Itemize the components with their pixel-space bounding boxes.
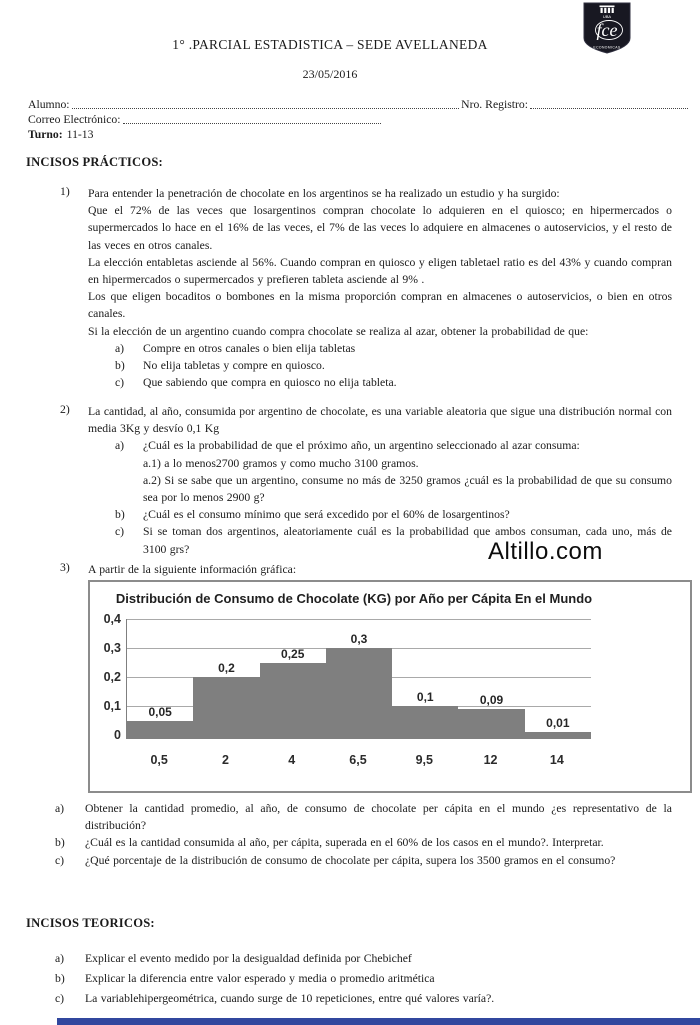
- chart-plot: [103, 612, 591, 742]
- marker: c): [55, 853, 65, 867]
- text: Compre en otros canales o bien elija tabletas: [143, 341, 356, 355]
- question-2a: [88, 437, 672, 454]
- x-axis-tick: 14: [549, 753, 564, 767]
- chart-title: Distribución de Consumo de Chocolate (KG) por Año per Cápita En el Mundo: [115, 591, 593, 606]
- question-1-intro: Para entender la penetración de chocolate en los argentinos se ha realizado un estudio y ha surgido:: [88, 187, 560, 200]
- chart-questions: [28, 800, 672, 869]
- theoretical-question-b: [28, 970, 672, 987]
- theoretical-question-c: [28, 990, 672, 1007]
- histogram-bar: [193, 677, 259, 735]
- bar-cell: [326, 619, 392, 735]
- x-axis-tick: 2: [221, 753, 229, 767]
- marker: b): [55, 972, 65, 985]
- marker: b): [55, 836, 65, 850]
- y-axis-tick: 0,3: [103, 641, 121, 655]
- marker: c): [115, 376, 125, 390]
- bar-value-label: 0,1: [416, 690, 434, 704]
- document-title: 1° .PARCIAL ESTADISTICA – SEDE AVELLANEDA: [172, 37, 488, 52]
- text: La variablehipergeométrica, cuando surge de 10 repeticiones, entre qué valores varía?.: [85, 992, 495, 1005]
- marker: b): [115, 359, 125, 373]
- histogram-bar: [326, 648, 392, 735]
- chocolate-distribution-chart: [88, 580, 692, 793]
- y-axis-tick: 0,4: [103, 612, 121, 626]
- bottom-blue-bar: [57, 1018, 700, 1025]
- bar-value-label: 0,09: [479, 692, 504, 707]
- question-1c: [88, 374, 672, 391]
- student-label: Alumno:: [28, 98, 70, 111]
- histogram-bar: [260, 663, 326, 736]
- question-3-marker: 3): [60, 561, 70, 574]
- marker: c): [55, 992, 65, 1005]
- x-axis-tick: 12: [483, 753, 498, 767]
- document-date: 23/05/2016: [302, 67, 358, 81]
- chart-bars: [127, 619, 591, 735]
- bar-cell: [193, 619, 259, 735]
- student-field-row: [28, 97, 690, 112]
- question-1-paragraph: Los que eligen bocaditos o bombones en la misma proporción compran en almacenes o autoservicios, o bien en otros canales.: [88, 290, 672, 321]
- question-1-paragraph: Si la elección de un argentino cuando compra chocolate se realiza al azar, obtener la probabilidad de que:: [88, 324, 589, 338]
- text: ¿Qué porcentaje de la distribución de consumo de chocolate per cápita, supera los 3500 gramos en el consumo?: [85, 853, 616, 867]
- marker: a): [55, 952, 65, 965]
- text: Obtener la cantidad promedio, al año, de consumo de chocolate per cápita en el mundo ¿es representativo de la distribución?: [85, 802, 672, 833]
- text: ¿Cuál es la cantidad consumida al año, per cápita, superada en el 60% de los casos en el mundo?. Interpretar.: [85, 836, 604, 850]
- question-1: [28, 185, 672, 391]
- question-1a: [88, 340, 672, 357]
- question-2a2: a.2) Si se sabe que un argentino, consume no más de 3250 gramos ¿cuál es la probabilidad de que su consumo sea por lo menos 2900 g?: [143, 473, 672, 505]
- theoretical-questions: [28, 950, 672, 1010]
- x-axis-tick: 0,5: [150, 753, 168, 767]
- text: No elija tabletas y compre en quiosco.: [143, 359, 325, 373]
- x-axis-tick: 4: [288, 753, 296, 767]
- text: Que sabiendo que compra en quiosco no elija tableta.: [143, 376, 397, 390]
- bar-cell: [260, 619, 326, 735]
- question-2a1: a.1) a lo menos2700 gramos y como mucho 3100 gramos.: [143, 456, 419, 470]
- registry-fill-line: [530, 107, 688, 109]
- question-1b: [88, 357, 672, 374]
- question-2: [28, 403, 672, 558]
- bar-cell: [392, 619, 458, 735]
- marker: c): [115, 525, 125, 539]
- practical-section-heading: INCISOS PRÁCTICOS:: [26, 155, 163, 169]
- text: Explicar la diferencia entre valor esperado y media o promedio aritmética: [85, 972, 435, 985]
- bar-cell: [458, 619, 524, 735]
- y-axis-tick: 0,1: [103, 699, 121, 713]
- bar-value-label: 0,05: [148, 704, 172, 719]
- marker: a): [115, 341, 125, 355]
- text: Explicar el evento medido por la desigualdad definida por Chebichef: [85, 952, 412, 965]
- svg-text:ECONOMICAS: ECONOMICAS: [593, 45, 621, 50]
- question-1-paragraph: Que el 72% de las veces que losargentinos compran chocolate lo adquieren en el quiosco; en hipermercados o supermercados lo hace en el 16% de las veces, el 7% de las veces lo adquiere en almacenes o autoservicios, y el resto de las veces en otros canales.: [88, 204, 672, 252]
- student-fill-line: [72, 107, 460, 109]
- question-2b: [88, 506, 672, 523]
- chart-xaxis: [126, 753, 590, 767]
- bar-value-label: 0,01: [546, 716, 570, 731]
- question-1-marker: 1): [60, 185, 70, 198]
- shift-value: 11-13: [66, 128, 94, 141]
- question-1-paragraph: La elección entabletas asciende al 56%. Cuando compran en quiosco y eligen tabletael ratio es del 43% y cuando compran en hipermercados o supermercados y prefieren tableta asciende al 9% .: [88, 255, 672, 287]
- marker: a): [115, 439, 125, 453]
- chart-question-c: [28, 852, 672, 869]
- svg-text:UBA: UBA: [602, 13, 612, 19]
- text: ¿Cuál es la probabilidad de que el próximo año, un argentino seleccionado al azar consuma:: [143, 439, 580, 453]
- histogram-bar: [458, 709, 524, 735]
- chart-question-b: [28, 834, 672, 851]
- altillo-watermark: Altillo.com: [488, 538, 603, 565]
- y-axis-tick: 0: [114, 728, 121, 742]
- y-axis-tick: 0,2: [103, 670, 121, 684]
- email-fill-line: [123, 122, 381, 124]
- theoretical-question-a: [28, 950, 672, 967]
- question-3-intro: A partir de la siguiente información gráfica:: [88, 563, 297, 576]
- svg-text:fce: fce: [596, 20, 618, 40]
- x-axis-tick: 6,5: [349, 753, 367, 767]
- question-2-marker: 2): [60, 403, 70, 416]
- text: ¿Cuál es el consumo mínimo que será excedido por el 60% de losargentinos?: [143, 508, 510, 522]
- bar-cell: [127, 619, 193, 735]
- marker: a): [55, 802, 65, 815]
- shift-field-row: [28, 127, 672, 142]
- registry-label: Nro. Registro:: [461, 98, 528, 111]
- chart-question-a: [28, 800, 672, 834]
- histogram-bar: [525, 732, 591, 735]
- bar-value-label: 0,25: [281, 646, 305, 661]
- question-2-intro: La cantidad, al año, consumida por argentino de chocolate, es una variable aleatoria que sigue una distribución normal con media 3Kg y desvío 0,1 Kg: [88, 405, 672, 436]
- text: Si se toman dos argentinos, aleatoriamente cuál es la probabilidad que ambos consuman, cada uno, más de 3100 grs?: [143, 525, 672, 556]
- x-axis-tick: 9,5: [415, 753, 433, 767]
- shift-label: Turno:: [28, 128, 63, 141]
- histogram-bar: [127, 721, 193, 736]
- email-label: Correo Electrónico:: [28, 113, 121, 126]
- marker: b): [115, 508, 125, 522]
- bar-value-label: 0,3: [350, 632, 368, 646]
- theoretical-section-heading: INCISOS TEORICOS:: [26, 916, 155, 930]
- email-field-row: [28, 112, 672, 127]
- histogram-bar: [392, 706, 458, 735]
- bar-cell: [525, 619, 591, 735]
- bar-value-label: 0,2: [218, 661, 235, 675]
